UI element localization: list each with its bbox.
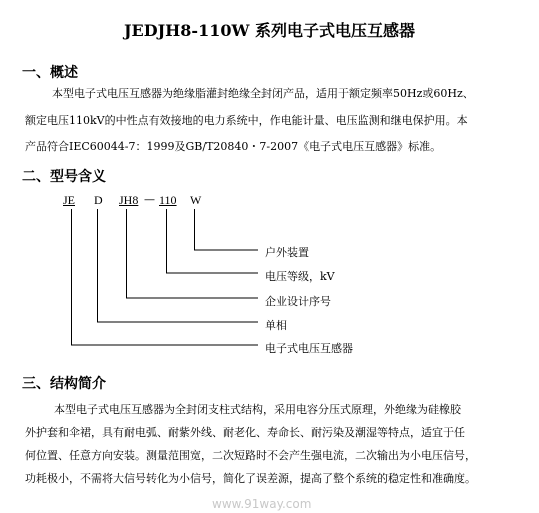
model-code-w: W bbox=[190, 193, 202, 207]
label-voltage-level: 电压等级，kV bbox=[265, 270, 335, 283]
model-code-dash: — bbox=[144, 193, 155, 206]
overview-line-1: 本型电子式电压互感器为绝缘脂灌封绝缘全封闭产品，适用于额定频率50Hz或60Hz、 bbox=[52, 87, 474, 100]
label-single-phase: 单相 bbox=[265, 319, 287, 332]
label-design-serial: 企业设计序号 bbox=[265, 295, 331, 308]
structure-line-2: 外护套和伞裙，具有耐电弧、耐紫外线、耐老化、寿命长、耐污染及潮湿等特点，适宜于任 bbox=[25, 426, 465, 439]
connector-single-phase bbox=[98, 209, 259, 322]
label-outdoor: 户外装置 bbox=[265, 246, 309, 259]
structure-line-1: 本型电子式电压互感器为全封闭支柱式结构，采用电容分压式原理，外绝缘为硅橡胶 bbox=[54, 403, 461, 416]
section-heading-overview: 一、概述 bbox=[22, 65, 78, 81]
structure-line-3: 何位置、任意方向安装。测量范围宽，二次短路时不会产生强电流，二次输出为小电压信号， bbox=[25, 449, 476, 462]
section-heading-structure: 三、结构简介 bbox=[22, 376, 106, 392]
structure-line-4: 功耗极小，不需将大信号转化为小信号，简化了误差源，提高了整个系统的稳定性和准确度。 bbox=[25, 472, 476, 485]
document-title: JEDJH8-110W 系列电子式电压互感器 bbox=[123, 21, 416, 40]
connector-electronic-vt bbox=[72, 209, 259, 345]
watermark: www.91way.com bbox=[212, 497, 312, 511]
section-heading-model-meaning: 二、型号含义 bbox=[22, 169, 106, 185]
overview-line-2: 额定电压110kV的中性点有效接地的电力系统中，作电能计量、电压监测和继电保护用。本 bbox=[25, 114, 468, 127]
connector-voltage-level bbox=[167, 209, 259, 273]
connector-outdoor bbox=[195, 209, 259, 250]
model-code-jh8: JH8 bbox=[119, 193, 139, 207]
model-code-110: 110 bbox=[159, 193, 177, 207]
connector-design-serial bbox=[127, 209, 259, 298]
label-electronic-vt: 电子式电压互感器 bbox=[265, 342, 353, 355]
model-code-je: JE bbox=[63, 193, 75, 207]
overview-line-3: 产品符合IEC60044-7：1999及GB/T20840・7-2007《电子式电压互感器》标准。 bbox=[25, 140, 442, 153]
model-code-d: D bbox=[94, 193, 103, 207]
